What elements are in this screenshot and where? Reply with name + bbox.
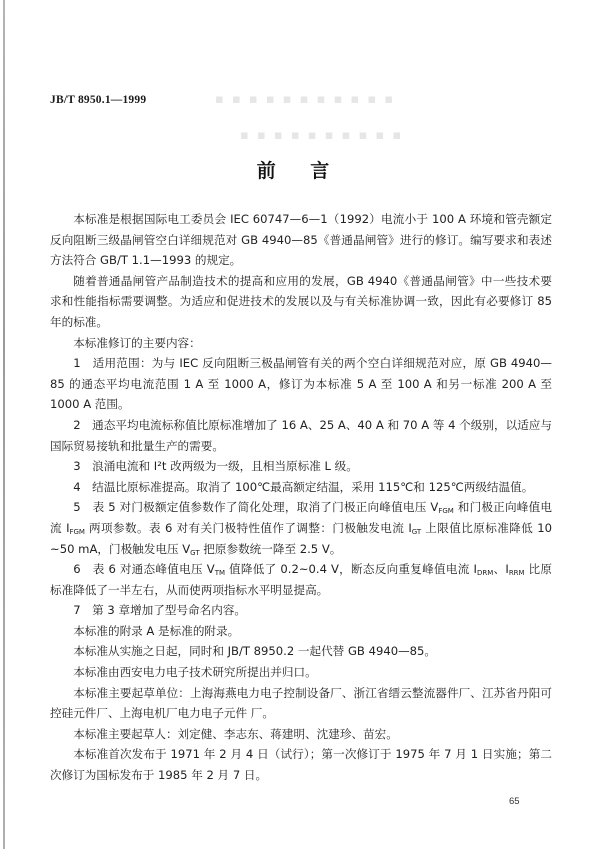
text-span: 6 表 6 对通态峰值电压 V xyxy=(73,562,215,577)
text-span: 比原标准降低了一半左右，从而使两项指标水平明显提高。 xyxy=(50,562,552,597)
list-item-5 xyxy=(50,497,552,559)
subscript: FGM xyxy=(69,527,85,536)
section-title: 前 言 xyxy=(256,160,344,182)
subscript: TM xyxy=(214,569,226,578)
text-span: 值降低了 0.2~0.4 V，断态反向重复峰值电流 I xyxy=(225,562,477,577)
list-item-1: 1 适用范围：为与 IEC 反向阻断三极晶闸管有关的两个空白详细规范对应，原 GB 4940—85 的通态平均电流范围 1 A 至 1000 A，修订为本标准 5 A 至 100 A 和另一标准 200 A 至 1000 A 范围。 xyxy=(50,356,552,412)
paragraph-intro: 本标准是根据国际电工委员会 IEC 60747—6—1（1992）电流小于 100 A 环境和管壳额定反向阻断三级晶闸管空白详细规范对 GB 4940—85《普通晶闸管》进行的修订。编写要求和表述方法符合 GB/T 1.1—1993 的规定。 xyxy=(50,212,552,268)
text-span: 、I xyxy=(493,562,509,577)
subscript: DRM xyxy=(476,569,494,578)
paragraph-proposer: 本标准由西安电力电子技术研究所提出并归口。 xyxy=(73,665,317,680)
paragraph-drafters: 本标准主要起草人：刘定健、李志东、蒋建明、沈建珍、苗宏。 xyxy=(73,726,398,741)
list-item-3: 3 浪涌电流和 I²t 改两级为一级，且相当原标准 L 级。 xyxy=(73,459,358,474)
subscript: GT xyxy=(190,548,200,557)
subscript: GT xyxy=(411,527,422,536)
page-number: 65 xyxy=(509,796,520,807)
text-span: 上限值比原标准降低 10 ~50 mA，门极触发电压 V xyxy=(50,520,552,556)
text-span: 5 表 5 对门极额定值参数作了简化处理，取消了门极正向峰值电压 V xyxy=(73,500,439,515)
paragraph-appendix: 本标准的附录 A 是标准的附录。 xyxy=(73,623,240,638)
paragraph-revision-heading: 本标准修订的主要内容： xyxy=(73,335,201,350)
document-body xyxy=(50,209,552,786)
text-span: 和门极正向峰值电流 I xyxy=(50,500,552,535)
subscript: FGM xyxy=(438,507,454,516)
paragraph-background: 随着普通晶闸管产品制造技术的提高和应用的发展，GB 4940《普通晶闸管》中一些技术要求和性能指标需要调整。为适应和促进技术的发展以及与有关标准协调一致，因此有必要修订 85 年的标准。 xyxy=(50,273,552,329)
list-item-4: 4 结温比原标准提高。取消了 100℃最高额定结温，采用 115℃和 125℃两级结温值。 xyxy=(73,479,534,494)
paragraph-effective: 本标准从实施之日起，同时和 JB/T 8950.2 一起代替 GB 4940—85。 xyxy=(73,644,437,659)
list-item-6 xyxy=(50,559,552,600)
scan-page-edge xyxy=(3,0,5,849)
bleed-through-text: ▪ ▪ ▪ ▪ ▪ ▪ ▪ ▪ ▪ ▪ ▪ xyxy=(215,92,396,107)
paragraph-history: 本标准首次发布于 1971 年 2 月 4 日（试行）；第一次修订于 1975 年 7 月 1 日实施；第二次修订为国标发布于 1985 年 2 月 7 日。 xyxy=(50,747,552,783)
standard-code-header: JB/T 8950.1—1999 xyxy=(50,94,147,106)
list-item-2: 2 通态平均电流标称值比原标准增加了 16 A、25 A、40 A 和 70 A 等 4 个级别，以适应与国际贸易接轨和批量生产的需要。 xyxy=(50,417,552,453)
paragraph-drafting-units: 本标准主要起草单位：上海海燕电力电子控制设备厂、浙江省缙云整流器件厂、江苏省丹阳可控硅元件厂、上海电机厂电力电子元件 厂。 xyxy=(50,685,552,721)
subscript: RRM xyxy=(508,569,525,578)
text-span: 把原参数统一降至 2.5 V。 xyxy=(199,541,342,556)
text-span: 两项参数。表 6 对有关门极特性值作了调整：门极触发电流 I xyxy=(84,520,412,535)
bleed-through-text: ▪ ▪ ▪ ▪ ▪ ▪ ▪ ▪ ▪ ▪ xyxy=(240,128,404,143)
list-item-7: 7 第 3 章增加了型号命名内容。 xyxy=(73,603,247,618)
